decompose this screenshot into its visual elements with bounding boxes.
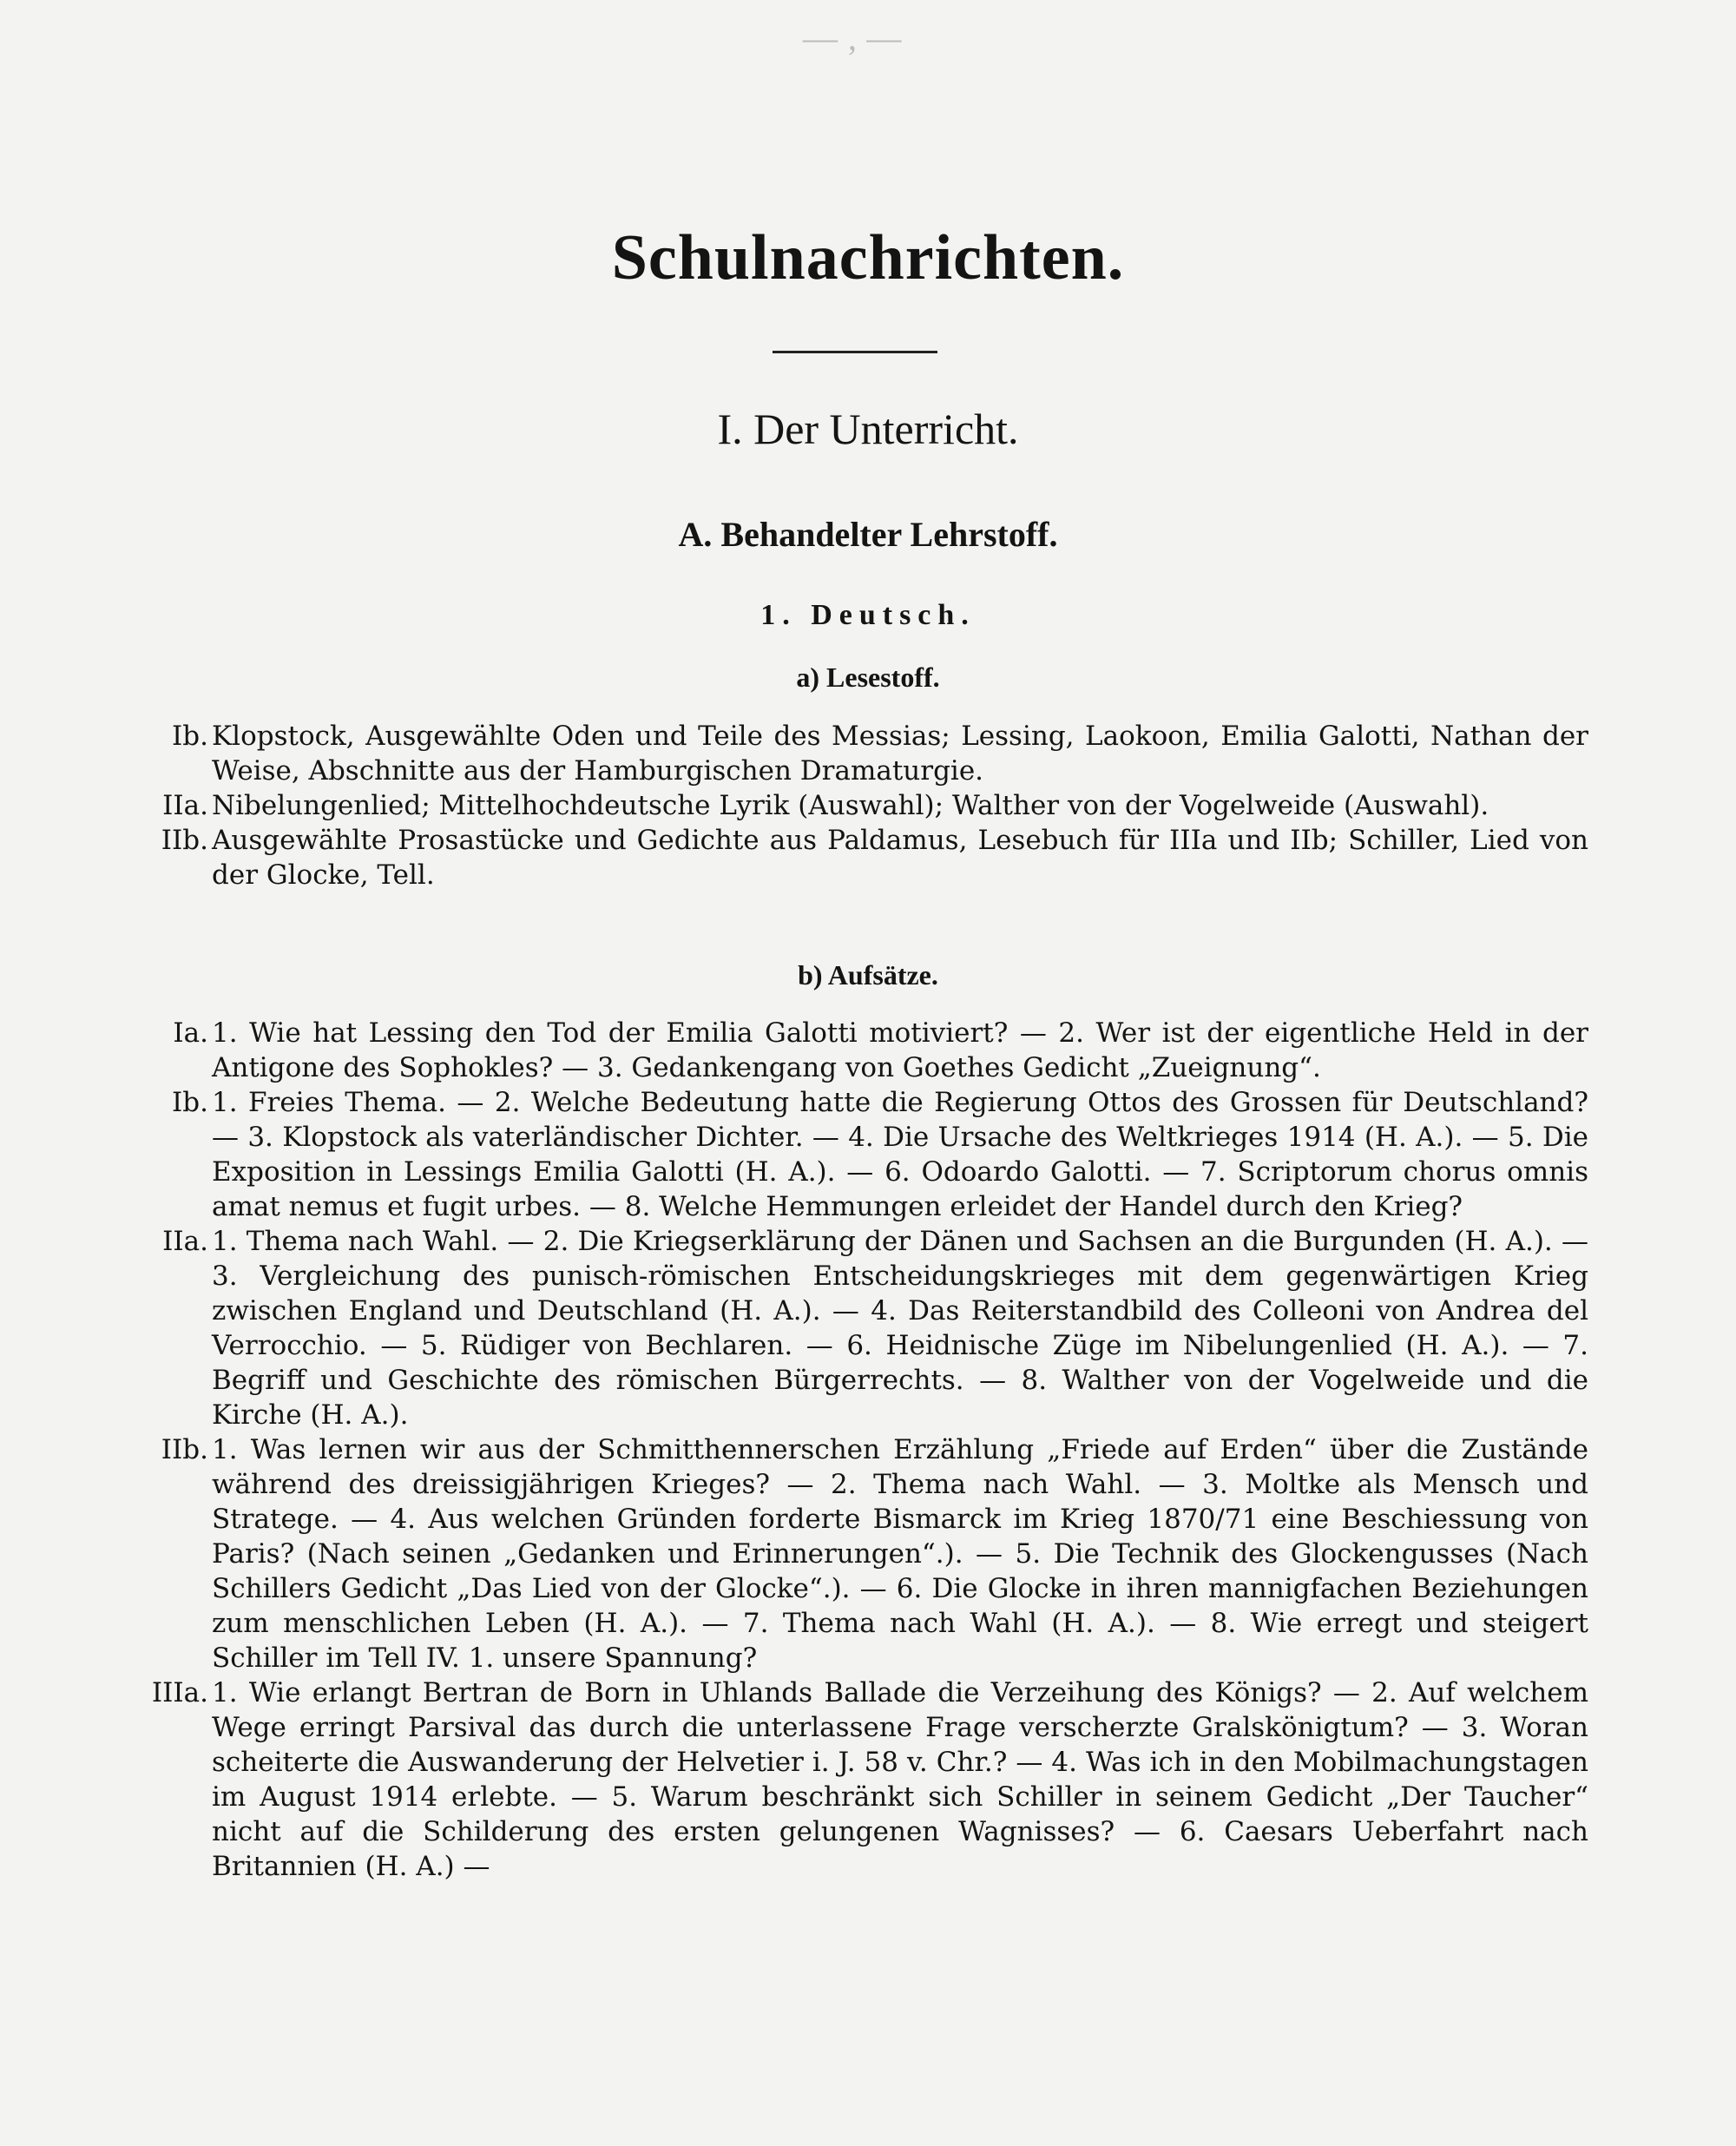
page-title: Schulnachrichten. [611,222,1125,293]
aufsatz-entry [113,1085,1588,1224]
aufsaetze-list [113,1016,1588,1884]
lesestoff-heading: a) Lesestoff. [796,662,940,693]
aufsatz-entry [113,1016,1588,1085]
entry-text: 1. Wie hat Lessing den Tod der Emilia Galotti motiviert? — 2. Wer ist der eigentliche Held in der Antigone des Sophokles? — 3. Gedankengang von Goethes Gedicht „Zueignung“. [212,1017,1588,1083]
aufsatz-entry [113,1675,1588,1884]
aufsaetze-heading: b) Aufsätze. [798,959,938,991]
class-label: IIb. [161,1434,208,1465]
entry-text: 1. Freies Thema. — 2. Welche Bedeutung hatte die Regierung Ottos des Grossen für Deutschland? — 3. Klopstock als vaterländischer Dichter. — 4. Die Ursache des Weltkrieges 1914 (H. A.). — 5. Die Exposition in Lessings Emilia Galotti (H. A.). — 6. Odoardo Galotti. — 7. Scriptorum chorus omnis amat nemus et fugit urbes. — 8. Welche Hemmungen erleidet der Handel durch den Krieg? [212,1087,1588,1222]
section-heading: I. Der Unterricht. [717,405,1019,453]
aufsatz-entry [113,1432,1588,1675]
class-label: Ib. [172,1087,208,1118]
entry-text: Nibelungenlied; Mittelhochdeutsche Lyrik (Auswahl); Walther von der Vogelweide (Auswahl). [212,790,1489,821]
entry-text: Ausgewählte Prosastücke und Gedichte aus Paldamus, Lesebuch für IIIa und IIb; Schiller, Lied von der Glocke, Tell. [212,825,1588,891]
class-label: IIa. [162,790,208,821]
entry-text: 1. Was lernen wir aus der Schmitthennerschen Erzählung „Friede auf Erden“ über die Zustände während des dreissigjährigen Krieges? — 2. Thema nach Wahl. — 3. Moltke als Mensch und Stratege. — 4. Aus welchen Gründen forderte Bismarck im Krieg 1870/71 eine Beschiessung von Paris? (Nach seinen „Gedanken und Erinnerungen“.). — 5. Die Technik des Glockengusses (Nach Schillers Gedicht „Das Lied von der Glocke“.). — 6. Die Glocke in ihren mannigfachen Beziehungen zum menschlichen Leben (H. A.). — 7. Thema nach Wahl (H. A.). — 8. Wie erregt und steigert Schiller im Tell IV. 1. unsere Spannung? [212,1434,1588,1674]
lesestoff-entry [113,823,1588,892]
page-number-bleedthrough: — ‚ — [803,18,902,57]
title-underline [773,351,937,353]
subject-heading: 1. Deutsch. [760,599,976,631]
lesestoff-entry [113,788,1588,823]
class-label: IIa. [162,1226,208,1257]
entry-text: Klopstock, Ausgewählte Oden und Teile des Messias; Lessing, Laokoon, Emilia Galotti, Nathan der Weise, Abschnitte aus der Hamburgischen Dramaturgie. [212,721,1588,787]
class-label: IIb. [161,825,208,856]
subsection-heading: A. Behandelter Lehrstoff. [678,515,1058,554]
entry-text: 1. Wie erlangt Bertran de Born in Uhlands Ballade die Verzeihung des Königs? — 2. Auf welchem Wege erringt Parsival das durch die unterlassene Frage verscherzte Gralskönigtum? — 3. Woran scheiterte die Auswanderung der Helvetier i. J. 58 v. Chr.? — 4. Was ich in den Mobilmachungstagen im August 1914 erlebte. — 5. Warum beschränkt sich Schiller in seinem Gedicht „Der Taucher“ nicht auf die Schilderung des ersten gelungenen Wagnisses? — 6. Caesars Ueberfahrt nach Britannien (H. A.) — [212,1677,1588,1882]
class-label: Ia. [173,1017,208,1049]
lesestoff-entry [113,719,1588,788]
class-label: IIIa. [151,1677,208,1708]
aufsatz-entry [113,1224,1588,1432]
entry-text: 1. Thema nach Wahl. — 2. Die Kriegserklärung der Dänen und Sachsen an die Burgunden (H. A.). — 3. Vergleichung des punisch-römischen Entscheidungskrieges mit dem gegenwärtigen Krieg zwischen England und Deutschland (H. A.). — 4. Das Reiterstandbild des Colleoni von Andrea del Verrocchio. — 5. Rüdiger von Bechlaren. — 6. Heidnische Züge im Nibelungenlied (H. A.). — 7. Begriff und Geschichte des römischen Bürgerrechts. — 8. Walther von der Vogelweide und die Kirche (H. A.). [212,1226,1588,1431]
lesestoff-list [113,719,1588,892]
class-label: Ib. [172,721,208,752]
